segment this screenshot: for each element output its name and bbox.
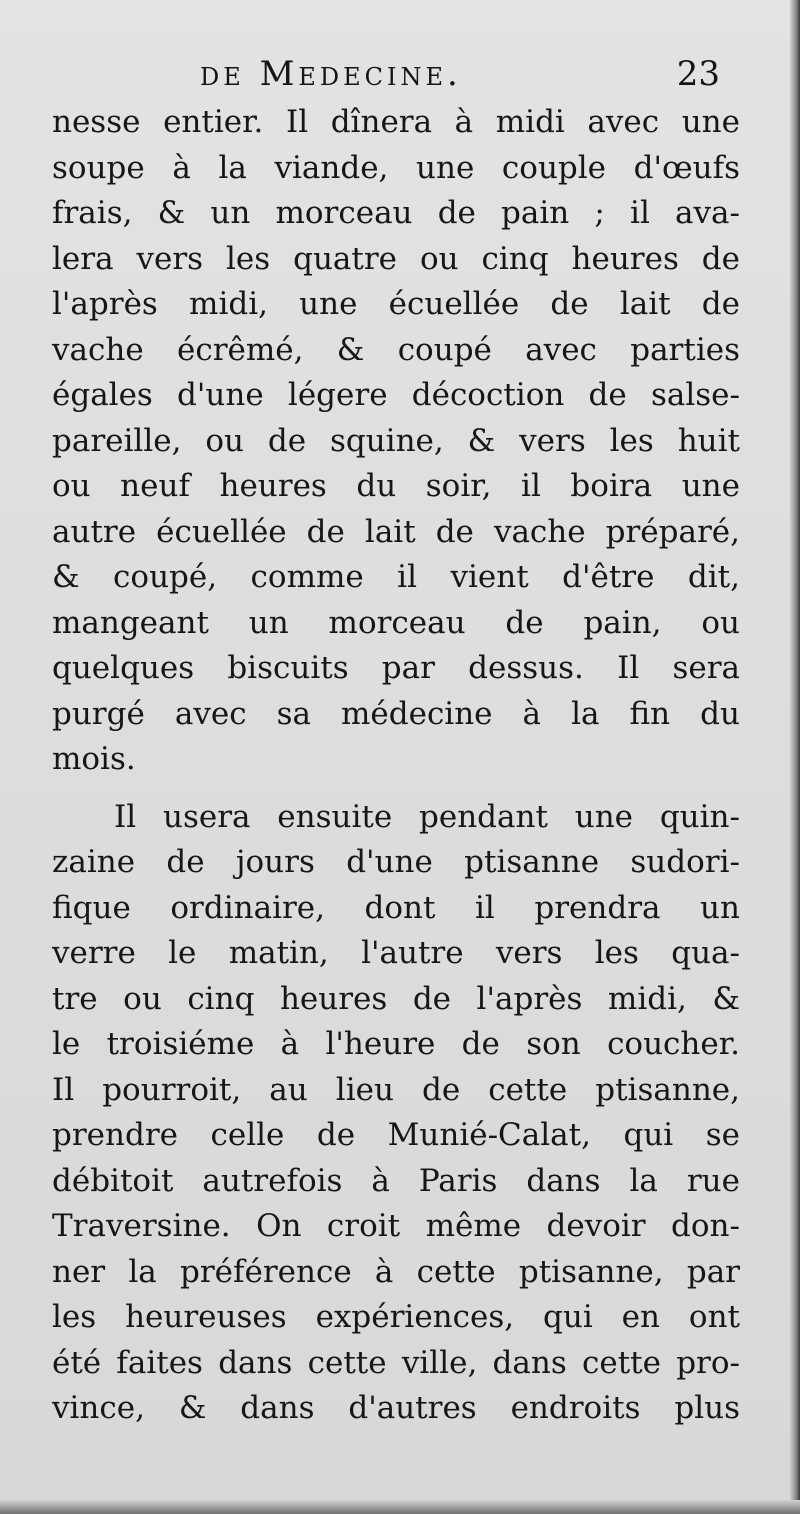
text-line: lera vers les quatre ou cinq heures de <box>52 240 740 277</box>
text-line: été faites dans cette ville, dans cette pro- <box>52 1344 740 1381</box>
text-line: quelques biscuits par dessus. Il sera <box>52 650 740 686</box>
text-line: les heureuses expériences, qui en ont <box>52 1299 740 1335</box>
running-title: de Medecine. <box>200 54 462 94</box>
body-text <box>52 100 740 1432</box>
text-line: pareille, ou de squine, & vers les huit <box>52 422 740 459</box>
text-line: débitoit autrefois à Paris dans la rue <box>52 1162 740 1199</box>
text-line: prendre celle de Munié-Calat, qui se <box>52 1117 740 1153</box>
page-bottom-shadow <box>0 1500 800 1514</box>
text-line: mois. <box>52 741 136 777</box>
text-line: verre le matin, l'autre vers les qua- <box>52 935 740 971</box>
text-line: tre ou cinq heures de l'après midi, & <box>52 980 740 1017</box>
text-line: égales d'une légere décoction de salse- <box>52 377 740 413</box>
text-line: autre écuellée de lait de vache préparé, <box>52 513 740 550</box>
running-head <box>200 50 720 100</box>
text-line: & coupé, comme il vient d'être dit, <box>52 559 740 595</box>
text-line: mangeant un morceau de pain, ou <box>52 604 740 641</box>
text-line: Il usera ensuite pendant une quin- <box>114 798 740 835</box>
text-line: le troisiéme à l'heure de son coucher. <box>52 1026 740 1062</box>
text-line: purgé avec sa médecine à la fin du <box>52 695 740 732</box>
text-line: ner la préférence à cette ptisanne, par <box>52 1253 740 1290</box>
text-line: vince, & dans d'autres endroits plus <box>52 1390 740 1426</box>
text-line: ou neuf heures du soir, il boira une <box>52 468 740 504</box>
text-line: zaine de jours d'une ptisanne sudori- <box>52 844 740 880</box>
paragraph-1 <box>52 100 740 783</box>
text-line: frais, & un morceau de pain ; il ava- <box>52 195 740 231</box>
text-line: soupe à la viande, une couple d'œufs <box>52 149 740 186</box>
text-line: fique ordinaire, dont il prendra un <box>52 889 740 926</box>
page-number: 23 <box>676 54 720 94</box>
text-line: Traversine. On croit même devoir don- <box>52 1208 740 1244</box>
text-line: l'après midi, une écuellée de lait de <box>52 286 740 322</box>
text-line: Il pourroit, au lieu de cette ptisanne, <box>52 1071 740 1108</box>
page-edge-shadow <box>790 0 800 1514</box>
paragraph-gap <box>52 783 740 795</box>
paragraph-2 <box>52 795 740 1432</box>
text-line: nesse entier. Il dînera à midi avec une <box>52 104 740 140</box>
text-line: vache écrêmé, & coupé avec parties <box>52 331 740 368</box>
